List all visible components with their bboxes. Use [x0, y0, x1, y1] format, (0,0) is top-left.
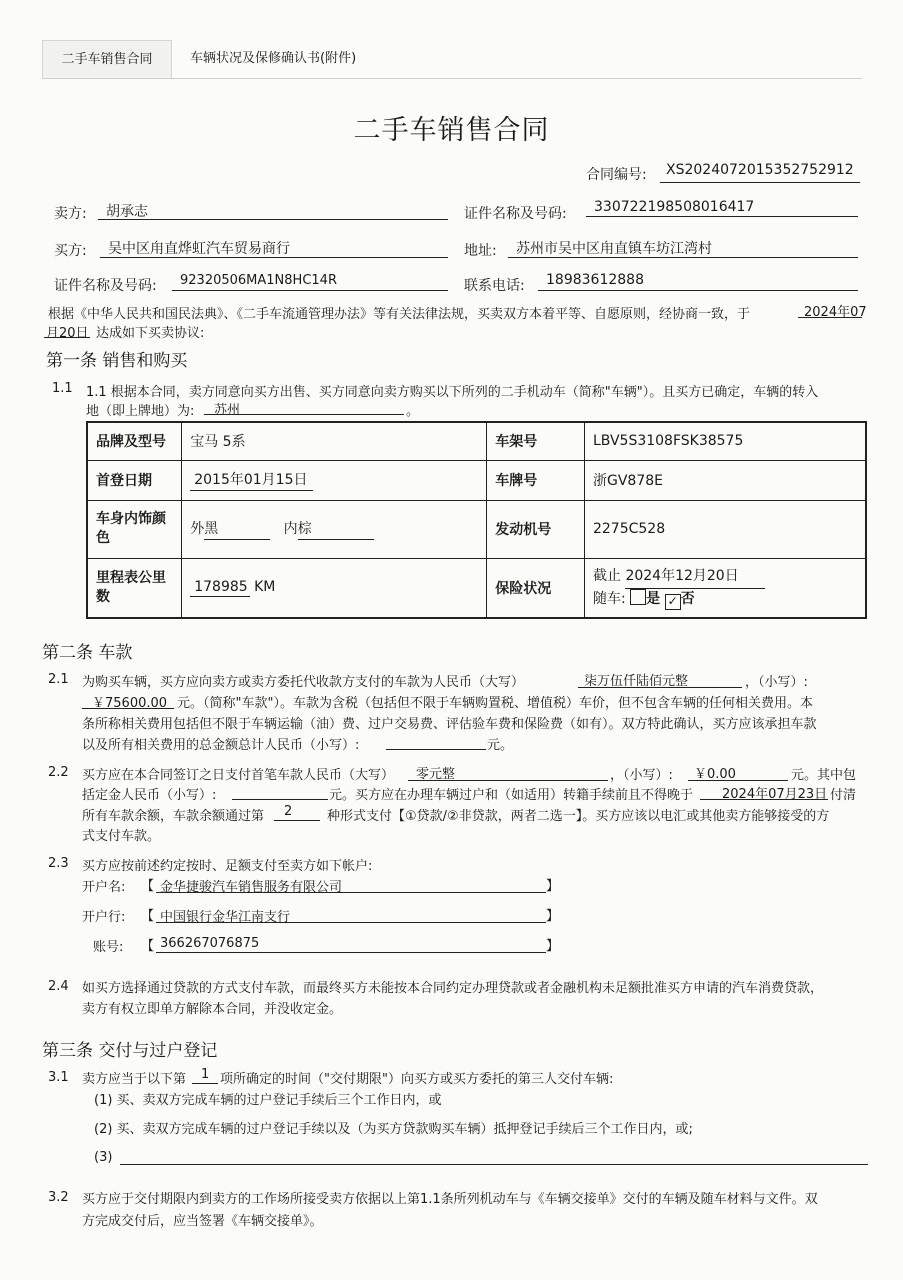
- clause-2-3-text: 买方应按前述约定按时、足额支付至卖方如下帐户:: [82, 859, 373, 874]
- seller-name: 胡承志: [106, 204, 148, 220]
- intro-text: 根据《中华人民共和国民法典》、《二手车流通管理办法》等有关法律法规，买卖双方本着平等、自愿原则，经协商一致，于: [48, 307, 751, 322]
- yes-label: 是: [646, 590, 661, 607]
- insurance-prefix: 截止: [592, 567, 621, 584]
- account-no-underline: [156, 952, 546, 953]
- article-2-heading: 第二条 车款: [42, 643, 133, 663]
- clause-1-1-number: 1.1: [52, 381, 73, 396]
- checkbox-yes[interactable]: [630, 589, 646, 605]
- exterior-prefix: 外: [190, 521, 205, 537]
- mileage-value: 178985: [190, 579, 249, 597]
- color-label: 车身内饰颜色: [87, 500, 182, 558]
- clause-1-1-line1: 1.1 根据本合同，卖方同意向买方出售、买方同意向卖方购买以下所列的二手机动车（简称"车辆"）。且买方已确定，车辆的转入: [86, 385, 819, 400]
- bank-open: 【: [141, 909, 155, 924]
- insurance-with-car-line: [593, 589, 857, 610]
- tab-divider: [42, 78, 862, 79]
- payment-method-underline: [274, 820, 320, 821]
- deposit-underline: [232, 799, 328, 800]
- address-label: 地址:: [464, 243, 497, 259]
- engine-label: 发动机号: [487, 500, 585, 558]
- clause-2-1-number: 2.1: [48, 672, 69, 687]
- account-name-underline: [156, 892, 546, 893]
- down-payment-amount: ￥0.00: [694, 767, 736, 782]
- engine-value: 2275C528: [584, 500, 866, 558]
- final-payment-date-underline: [700, 799, 828, 800]
- clause-2-1-text-a: 为购买车辆，买方应向卖方或卖方委托代收款方支付的车款为人民币（大写）: [82, 675, 525, 690]
- article-1-heading: 第一条 销售和购买: [46, 351, 188, 371]
- seller-id-underline: [586, 216, 858, 217]
- plate-value: 浙GV878E: [584, 460, 866, 500]
- tab-vehicle-condition-annex[interactable]: 车辆状况及保修确认书(附件): [190, 51, 357, 66]
- mileage-cell: [182, 558, 487, 618]
- reg-date-value: 2015年01月15日: [190, 469, 313, 491]
- interior-color: 棕: [298, 518, 374, 540]
- phone: 18983612888: [546, 272, 644, 288]
- buyer-id: 92320506MA1N8HC14R: [180, 273, 337, 288]
- mileage-label: 里程表公里数: [87, 558, 182, 618]
- clause-2-2-text-b: ，（小写）:: [610, 768, 673, 783]
- price-upper-underline: [578, 687, 742, 688]
- intro-date-part2: 月20日: [46, 326, 89, 341]
- insurance-expiry-line: [593, 566, 857, 589]
- article-3-heading: 第三条 交付与过户登记: [42, 1041, 218, 1061]
- mileage-unit: KM: [254, 578, 276, 595]
- reg-date-label: 首登日期: [87, 460, 182, 500]
- clause-3-1-text-b: 项所确定的时间（"交付期限"）向买方或买方委托的第三人交付车辆:: [220, 1072, 614, 1087]
- address: 苏州市吴中区甪直镇车坊江湾村: [516, 241, 712, 257]
- price-amount: ￥75600.00: [92, 696, 168, 711]
- clause-2-3-number: 2.3: [48, 856, 69, 871]
- delivery-item: 1: [201, 1067, 210, 1082]
- clause-2-2-text-d: 括定金人民币（小写）:: [82, 788, 217, 803]
- clause-2-2-number: 2.2: [48, 765, 69, 780]
- intro-date-part1: 2024年07: [804, 305, 867, 320]
- seller-label: 卖方:: [54, 206, 87, 222]
- contract-no: XS2024072015352752912: [666, 162, 854, 178]
- delivery-option-3-underline: [120, 1164, 868, 1165]
- with-car-label: 随车:: [592, 590, 626, 607]
- intro-date-underline1: [798, 317, 862, 318]
- contract-no-label: 合同编号:: [586, 167, 647, 183]
- price-amount-underline: [82, 708, 174, 709]
- clause-2-4-line2: 卖方有权立即单方解除本合同，并没收定金。: [82, 1002, 343, 1017]
- clause-3-2-line1: 买方应于交付期限内到卖方的工作场所接受卖方依据以上第1.1条所列机动车与《车辆交接单》交付的车辆及随车材料与文件。双: [82, 1192, 818, 1207]
- transfer-city: 苏州: [214, 403, 241, 418]
- delivery-option-1: (1) 买、卖双方完成车辆的过户登记手续后三个工作日内，或: [94, 1093, 442, 1108]
- address-underline: [508, 257, 858, 258]
- table-row: [87, 500, 866, 558]
- clause-2-2-text-h: 种形式支付【①贷款/②非贷款，两者二选一】。买方应该以电汇或其他卖方能够接受的方: [327, 809, 830, 824]
- document-title: 二手车销售合同: [353, 115, 550, 146]
- seller-underline: [98, 219, 448, 220]
- down-payment-amount-underline: [688, 780, 788, 781]
- account-name: 金华捷骏汽车销售服务有限公司: [160, 880, 343, 895]
- brand-label: 品牌及型号: [87, 422, 182, 460]
- exterior-color: 黑: [204, 518, 270, 540]
- buyer-name: 吴中区甪直烨虹汽车贸易商行: [108, 241, 290, 257]
- buyer-label: 买方:: [54, 243, 87, 259]
- down-payment-upper-underline: [408, 780, 608, 781]
- buyer-underline: [100, 257, 448, 258]
- clause-2-2-text-a: 买方应在本合同签订之日支付首笔车款人民币（大写）: [82, 768, 395, 783]
- final-payment-date: 2024年07月23日: [722, 787, 828, 802]
- clause-3-2-number: 3.2: [48, 1190, 69, 1205]
- seller-id-label: 证件名称及号码:: [464, 206, 567, 222]
- down-payment-upper: 零元整: [416, 767, 456, 782]
- account-no-label: 账号:: [93, 940, 124, 955]
- clause-2-4-number: 2.4: [48, 979, 69, 994]
- account-name-open: 【: [141, 879, 155, 894]
- color-cell: [182, 500, 487, 558]
- insurance-label: 保险状况: [487, 558, 585, 618]
- clause-3-1-text-a: 卖方应当于以下第: [82, 1072, 187, 1087]
- clause-3-1-number: 3.1: [48, 1070, 69, 1085]
- table-row: [87, 558, 866, 618]
- reg-date-cell: [182, 460, 487, 500]
- delivery-item-underline: [192, 1083, 218, 1084]
- clause-2-2-text-f: 付清: [830, 788, 857, 803]
- tab-sales-contract[interactable]: 二手车销售合同: [42, 40, 172, 79]
- clause-1-1-line2: 地（即上牌地）为:: [86, 404, 195, 419]
- price-upper: 柒万伍仟陆佰元整: [584, 674, 689, 689]
- phone-label: 联系电话:: [464, 278, 525, 294]
- delivery-option-2: (2) 买、卖双方完成车辆的过户登记手续以及（为买方贷款购买车辆）抵押登记手续后三个工作日内，或;: [94, 1122, 693, 1137]
- clause-2-1-text-e: 以及所有相关费用的总金额总计人民币（小写）:: [82, 738, 360, 753]
- payment-method: 2: [284, 804, 293, 819]
- clause-2-4-line1: 如买方选择通过贷款的方式支付车款，而最终买方未能按本合同约定办理贷款或者金融机构未足额批准买方申请的汽车消费贷款，: [82, 981, 824, 996]
- account-name-close: 】: [546, 879, 560, 894]
- transfer-city-underline: [204, 414, 404, 415]
- contract-no-underline: [660, 182, 860, 183]
- interior-prefix: 内: [283, 521, 298, 537]
- phone-underline: [538, 290, 858, 291]
- insurance-expiry: 2024年12月20日: [625, 566, 765, 589]
- clause-2-2-text-g: 所有车款余额，车款余额通过第: [82, 809, 265, 824]
- total-amount-underline: [386, 749, 486, 750]
- buyer-id-label: 证件名称及号码:: [54, 278, 157, 294]
- clause-3-2-line2: 方完成交付后，应当签署《车辆交接单》。: [82, 1214, 323, 1229]
- bank-close: 】: [546, 909, 560, 924]
- bank-name: 中国银行金华江南支行: [160, 910, 291, 925]
- seller-id: 330722198508016417: [594, 199, 755, 215]
- clause-2-1-text-c: 元。（简称"车款"）。车款为含税（包括但不限于车辆购置税、增值税）车价，但不包含车辆的任何相关费用。本: [177, 696, 813, 711]
- delivery-option-3: (3): [94, 1150, 113, 1165]
- insurance-cell: [584, 558, 866, 618]
- clause-2-1-text-b: ，（小写）:: [745, 675, 808, 690]
- clause-2-2-text-c: 元。其中包: [791, 768, 857, 783]
- checkbox-no-checked[interactable]: ✓: [665, 594, 681, 610]
- clause-1-1-period: 。: [406, 404, 420, 419]
- no-label: 否: [680, 590, 695, 607]
- account-no-close: 】: [546, 939, 560, 954]
- clause-2-2-text-e: 元。买方应在办理车辆过户和（如适用）转籍手续前且不得晚于: [329, 788, 694, 803]
- table-row: [87, 460, 866, 500]
- account-no: 366267076875: [160, 936, 260, 951]
- brand-value: 宝马 5系: [182, 422, 487, 460]
- vehicle-info-table: [86, 421, 867, 619]
- plate-label: 车牌号: [487, 460, 585, 500]
- buyer-id-underline: [172, 290, 448, 291]
- vin-label: 车架号: [487, 422, 585, 460]
- clause-2-2-text-i: 式支付车款。: [82, 829, 161, 844]
- intro-date-underline2: [44, 337, 90, 338]
- account-no-open: 【: [141, 939, 155, 954]
- account-name-label: 开户名:: [82, 880, 126, 895]
- intro-text-end: 达成如下买卖协议:: [96, 326, 205, 341]
- table-row: [87, 422, 866, 460]
- vin-value: LBV5S3108FSK38575: [584, 422, 866, 460]
- bank-label: 开户行:: [82, 910, 126, 925]
- clause-2-1-text-f: 元。: [487, 738, 514, 753]
- bank-underline: [156, 922, 546, 923]
- clause-2-1-text-d: 条所称相关费用包括但不限于车辆运输（油）费、过户交易费、评估验车费和保险费（如有）。双方特此确认，买方应该承担车款: [82, 717, 817, 732]
